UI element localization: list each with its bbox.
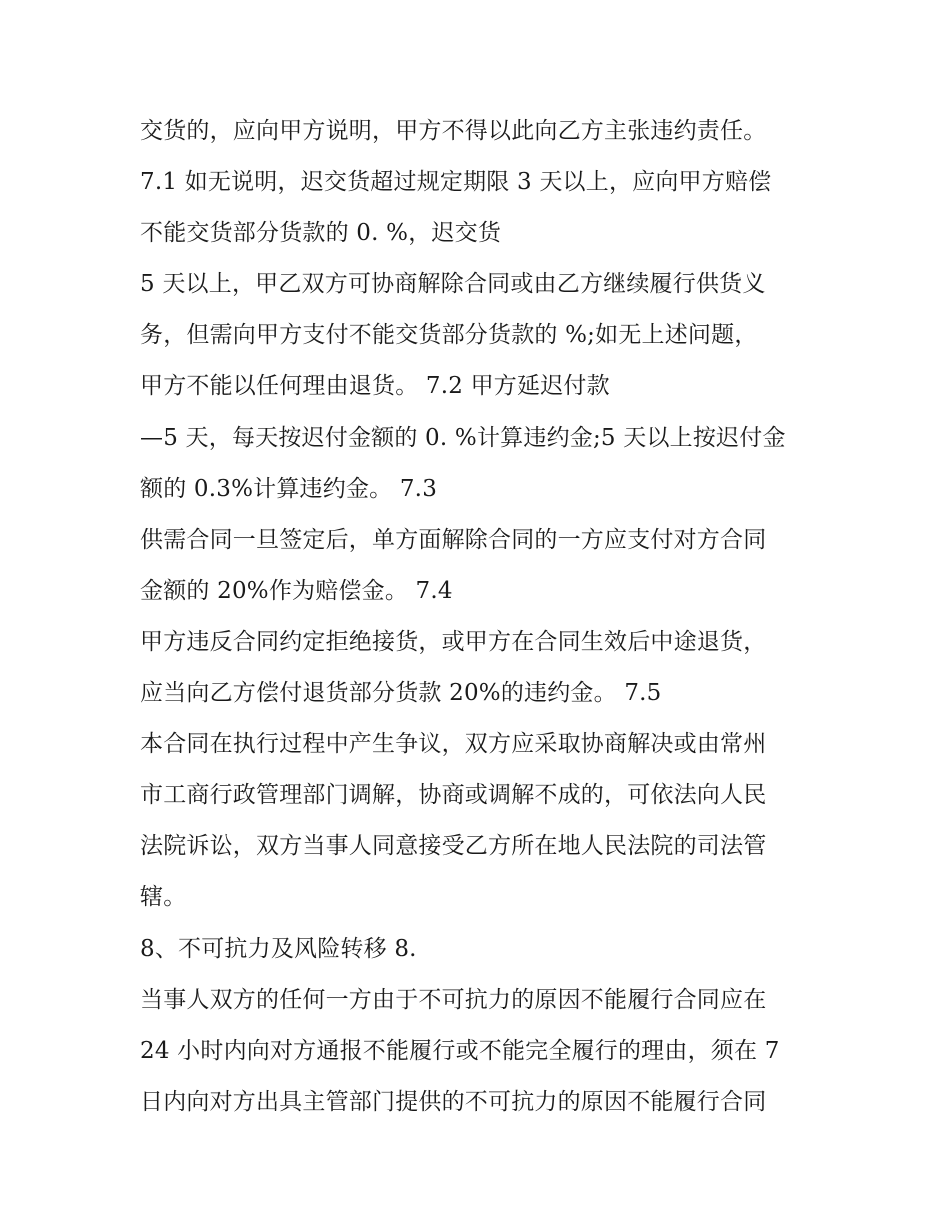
text-line: 甲方不能以任何理由退货。 7.2 甲方延迟付款 <box>140 373 610 400</box>
text-line: 务，但需向甲方支付不能交货部分货款的 %;如无上述问题， <box>140 322 758 349</box>
text-line: 交货的，应向甲方说明，甲方不得以此向乙方主张违约责任。 <box>140 118 767 144</box>
text-line: 金额的 20%作为赔偿金。 7.4 <box>140 577 453 604</box>
document-body <box>140 106 830 1128</box>
text-line: 当事人双方的任何一方由于不可抗力的原因不能履行合同应在 <box>140 986 767 1013</box>
text-line: 辖。 <box>140 884 187 911</box>
text-line: 法院诉讼，双方当事人同意接受乙方所在地人民法院的司法管 <box>140 833 767 860</box>
text-line: 不能交货部分货款的 0. %，迟交货 <box>140 220 502 247</box>
text-line: 24 小时内向对方通报不能履行或不能完全履行的理由，须在 7 <box>140 1037 780 1064</box>
text-line: 日内向对方出具主管部门提供的不可抗力的原因不能履行合同 <box>140 1088 767 1115</box>
text-line: 应当向乙方偿付退货部分货款 20%的违约金。 7.5 <box>140 680 662 707</box>
text-line: 甲方违反合同约定拒绝接货，或甲方在合同生效后中途退货， <box>140 628 767 655</box>
section-heading: 8、不可抗力及风险转移 8. <box>140 935 417 962</box>
text-line: 市工商行政管理部门调解，协商或调解不成的，可依法向人民 <box>140 782 767 809</box>
text-line: 5 天以上，甲乙双方可协商解除合同或由乙方继续履行供货义 <box>140 271 766 298</box>
text-line: —5 天，每天按迟付金额的 0. %计算违约金;5 天以上按迟付金 <box>140 424 786 451</box>
text-line: 7.1 如无说明，迟交货超过规定期限 3 天以上，应向甲方赔偿 <box>140 169 772 196</box>
text-line: 供需合同一旦签定后，单方面解除合同的一方应支付对方合同 <box>140 526 767 553</box>
text-line: 本合同在执行过程中产生争议，双方应采取协商解决或由常州 <box>140 731 767 758</box>
text-line: 额的 0.3%计算违约金。 7.3 <box>140 475 438 502</box>
